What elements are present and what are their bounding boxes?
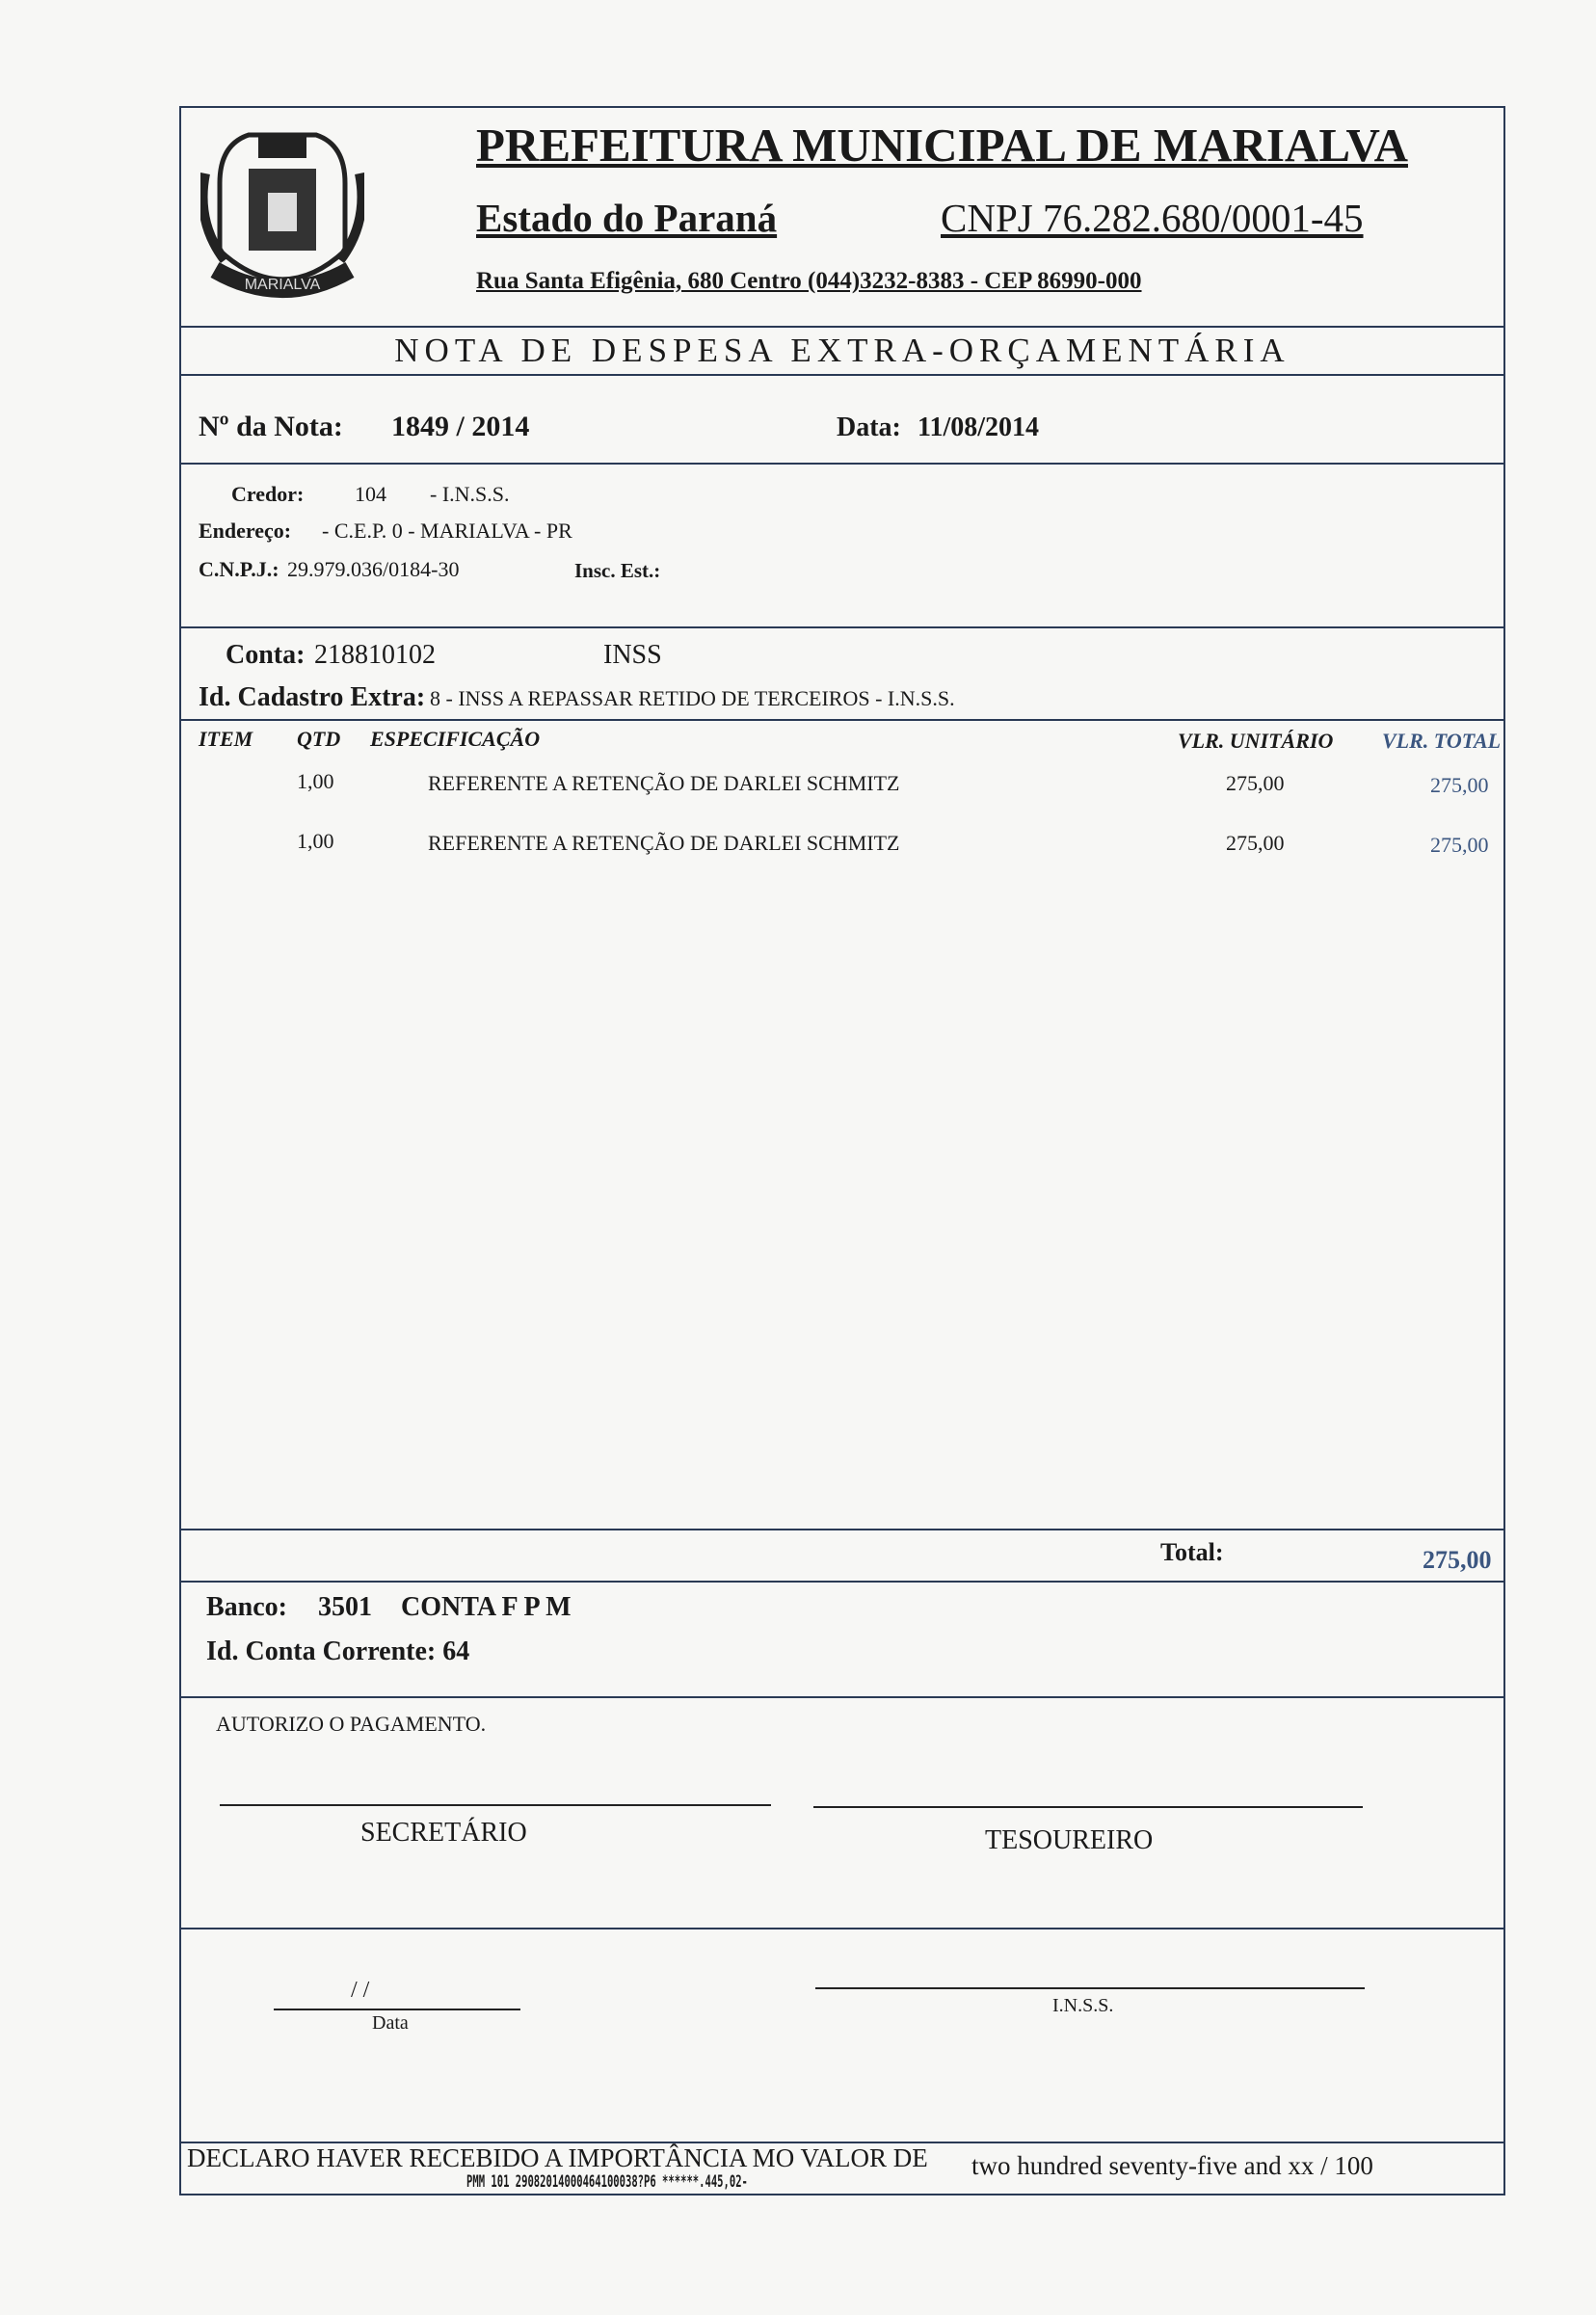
banco-code: 3501 bbox=[318, 1592, 372, 1622]
col-header-item: ITEM bbox=[199, 727, 253, 751]
endereco-value: - C.E.P. 0 - MARIALVA - PR bbox=[322, 519, 572, 543]
banco-label: Banco: bbox=[206, 1592, 287, 1622]
inss-signature-line bbox=[815, 1987, 1365, 1989]
col-header-qtd: QTD bbox=[297, 727, 341, 751]
endereco-label: Endereço: bbox=[199, 519, 292, 543]
tesoureiro-signature-line bbox=[813, 1806, 1363, 1808]
note-number-label: Nº da Nota: bbox=[199, 411, 343, 442]
credor-label: Credor: bbox=[231, 482, 305, 506]
total-label: Total: bbox=[1160, 1538, 1224, 1566]
state-name: Estado do Paraná bbox=[476, 196, 778, 240]
insc-est-label: Insc. Est.: bbox=[574, 559, 661, 582]
header-section bbox=[181, 108, 1503, 328]
cadastro-value: 8 - INSS A REPASSAR RETIDO DE TERCEIROS - I.N.S.S. bbox=[430, 686, 955, 710]
row-spec: REFERENTE A RETENÇÃO DE DARLEI SCHMITZ bbox=[428, 831, 900, 855]
secretario-label: SECRETÁRIO bbox=[360, 1818, 527, 1848]
col-header-spec: ESPECIFICAÇÃO bbox=[370, 727, 541, 751]
note-date: 11/08/2014 bbox=[918, 412, 1040, 442]
row-qtd: 1,00 bbox=[297, 829, 334, 853]
banco-name: CONTA F P M bbox=[401, 1592, 572, 1622]
declaration-text: DECLARO HAVER RECEBIDO A IMPORTÂNCIA MO VALOR DE bbox=[187, 2143, 928, 2172]
row-unit: 275,00 bbox=[1226, 771, 1285, 795]
municipal-seal-icon bbox=[200, 116, 364, 308]
total-value: 275,00 bbox=[1423, 1546, 1492, 1574]
note-number: 1849 / 2014 bbox=[391, 411, 530, 442]
tesoureiro-label: TESOUREIRO bbox=[985, 1825, 1154, 1855]
title-section bbox=[181, 328, 1503, 376]
col-header-unit: VLR. UNITÁRIO bbox=[1178, 729, 1334, 753]
authorize-text: AUTORIZO O PAGAMENTO. bbox=[216, 1712, 487, 1736]
bank-section bbox=[181, 1583, 1503, 1698]
secretario-signature-line bbox=[220, 1804, 771, 1806]
cadastro-label: Id. Cadastro Extra: bbox=[199, 682, 426, 712]
row-total: 275,00 bbox=[1430, 773, 1489, 797]
date-label: Data bbox=[372, 2012, 409, 2034]
conta-number: 218810102 bbox=[314, 640, 436, 670]
creditor-cnpj: 29.979.036/0184-30 bbox=[287, 557, 460, 581]
creditor-cnpj-label: C.N.P.J.: bbox=[199, 557, 279, 581]
receipt-section bbox=[181, 1929, 1503, 2143]
note-date-label: Data: bbox=[837, 412, 901, 442]
items-section bbox=[181, 721, 1503, 1530]
note-number-section bbox=[181, 376, 1503, 465]
org-name: PREFEITURA MUNICIPAL DE MARIALVA bbox=[476, 119, 1408, 172]
seal-text: MARIALVA bbox=[244, 277, 321, 293]
credor-code: 104 bbox=[355, 482, 386, 506]
date-slashes: / / bbox=[351, 1978, 370, 2003]
authorization-section bbox=[181, 1698, 1503, 1929]
creditor-section bbox=[181, 465, 1503, 628]
row-qtd: 1,00 bbox=[297, 769, 334, 793]
inss-signer-label: I.N.S.S. bbox=[1052, 1995, 1114, 2016]
expense-note-form bbox=[179, 106, 1505, 2195]
org-cnpj: CNPJ 76.282.680/0001-45 bbox=[941, 196, 1364, 240]
conta-label: Conta: bbox=[226, 640, 306, 670]
date-line bbox=[274, 2009, 520, 2010]
total-section bbox=[181, 1530, 1503, 1583]
conta-name: INSS bbox=[603, 640, 662, 670]
payment-stamp: PMM 101 29082014000464100038?P6 ******.445,02- bbox=[466, 2172, 748, 2192]
declaration-section bbox=[181, 2143, 1503, 2197]
org-address: Rua Santa Efigênia, 680 Centro (044)3232-8383 - CEP 86990-000 bbox=[476, 268, 1142, 294]
document-title: NOTA DE DESPESA EXTRA-ORÇAMENTÁRIA bbox=[394, 332, 1290, 369]
col-header-total: VLR. TOTAL bbox=[1382, 729, 1502, 753]
row-unit: 275,00 bbox=[1226, 831, 1285, 855]
conta-corrente: Id. Conta Corrente: 64 bbox=[206, 1636, 470, 1666]
row-total: 275,00 bbox=[1430, 833, 1489, 857]
account-section bbox=[181, 628, 1503, 721]
row-spec: REFERENTE A RETENÇÃO DE DARLEI SCHMITZ bbox=[428, 771, 900, 795]
credor-name: - I.N.S.S. bbox=[430, 482, 510, 506]
amount-in-words: two hundred seventy-five and xx / 100 bbox=[971, 2151, 1373, 2180]
